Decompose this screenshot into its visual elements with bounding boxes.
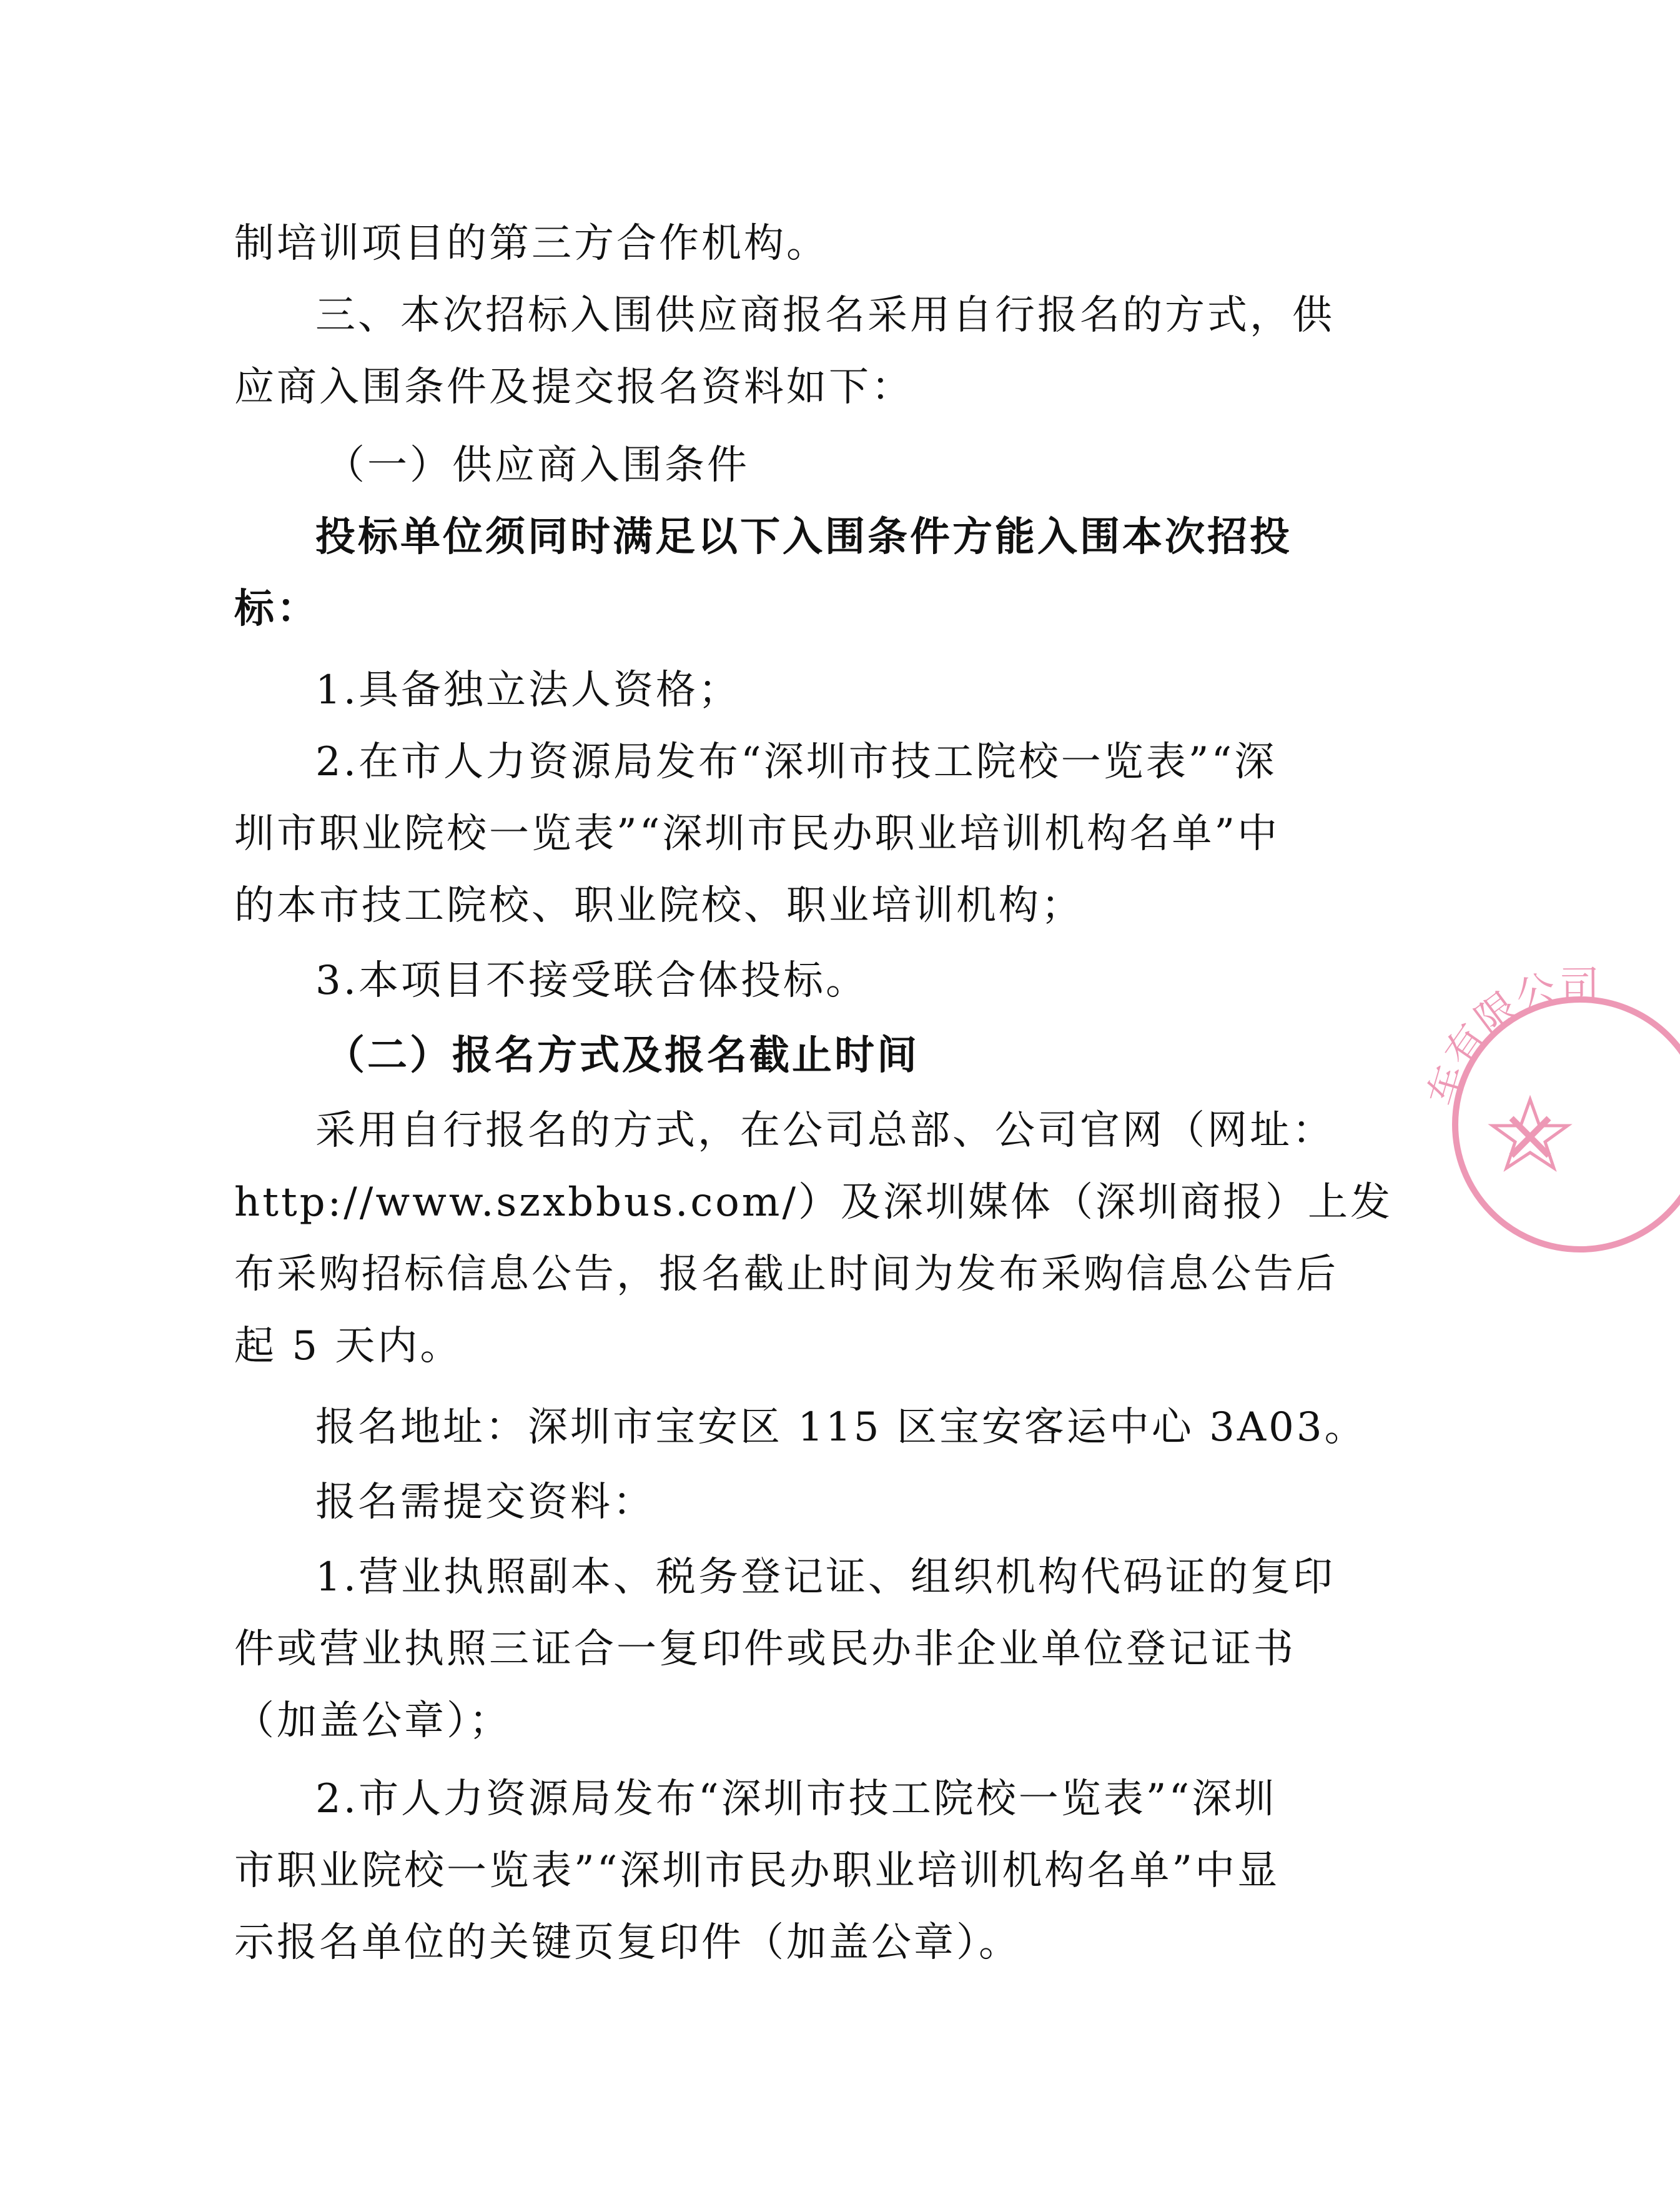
paragraph-line: 市职业院校一览表”“深圳市民办职业培训机构名单”中显 <box>234 1848 1280 1894</box>
section-heading-1: （一）供应商入围条件 <box>325 442 749 488</box>
paragraph-line: http://www.szxbbus.com/）及深圳媒体（深圳商报）上发 <box>234 1179 1393 1226</box>
paragraph-line: 示报名单位的关键页复印件（加盖公章）。 <box>234 1920 1021 1966</box>
list-item: 2.在市人力资源局发布“深圳市技工院校一览表”“深 <box>315 739 1277 785</box>
list-item: 3.本项目不接受联合体投标。 <box>315 958 869 1004</box>
paragraph-line: 投标单位须同时满足以下入围条件方能入围本次招投 <box>315 513 1292 560</box>
list-item: 1.具备独立法人资格； <box>315 667 741 713</box>
svg-text:车有限公司: 车有限公司 <box>1420 963 1600 1111</box>
paragraph-line: 采用自行报名的方式，在公司总部、公司官网（网址： <box>315 1108 1335 1154</box>
paragraph-line: 圳市职业院校一览表”“深圳市民办职业培训机构名单”中 <box>234 811 1280 857</box>
paragraph-line: 件或营业执照三证合一复印件或民办非企业单位登记证书 <box>234 1626 1296 1672</box>
paragraph-line: 制培训项目的第三方合作机构。 <box>234 221 829 267</box>
paragraph-line: （加盖公章）； <box>234 1698 511 1744</box>
paragraph-line: 报名地址：深圳市宝安区 115 区宝安客运中心 3A03。 <box>315 1404 1367 1451</box>
list-item: 2.市人力资源局发布“深圳市技工院校一览表”“深圳 <box>315 1776 1277 1822</box>
paragraph-line: 报名需提交资料： <box>315 1479 655 1525</box>
paragraph-line: 布采购招标信息公告，报名截止时间为发布采购信息公告后 <box>234 1251 1338 1297</box>
paragraph-line: 三、本次招标入围供应商报名采用自行报名的方式，供 <box>315 292 1335 339</box>
company-seal-stamp <box>1418 962 1680 1287</box>
paragraph-line: 标： <box>234 585 319 632</box>
paragraph-line: 起 5 天内。 <box>234 1323 463 1369</box>
paragraph-line: 应商入围条件及提交报名资料如下： <box>234 364 914 410</box>
list-item: 1.营业执照副本、税务登记证、组织机构代码证的复印 <box>315 1554 1336 1600</box>
section-heading-2: （二）报名方式及报名截止时间 <box>325 1032 919 1079</box>
paragraph-line: 的本市技工院校、职业院校、职业培训机构； <box>234 883 1084 929</box>
